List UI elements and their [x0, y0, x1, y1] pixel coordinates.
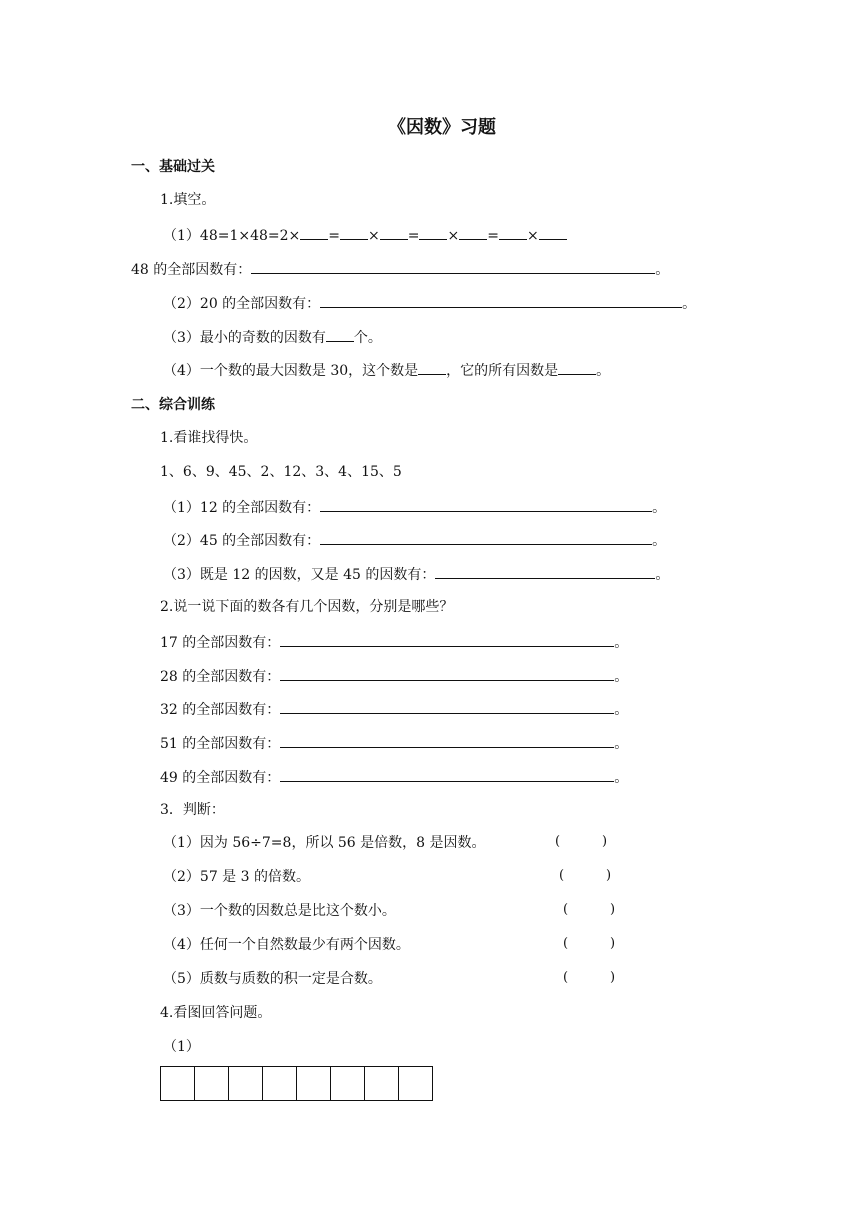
grid-cell [297, 1067, 331, 1100]
s2-number-list: 1、6、9、45、2、12、3、4、15、5 [160, 464, 402, 480]
s2-q2-item [160, 699, 628, 719]
answer-blank[interactable] [418, 360, 446, 375]
answer-blank[interactable] [320, 530, 652, 545]
period: 。 [614, 702, 629, 718]
grid-cell [263, 1067, 297, 1100]
times: × [368, 228, 380, 244]
s1-q1-2 [163, 293, 696, 313]
label-tail: 个。 [353, 330, 382, 346]
blank[interactable] [340, 225, 368, 240]
period: 。 [596, 363, 611, 379]
judge-paren-open[interactable]: ( [563, 936, 569, 951]
answer-blank[interactable] [435, 564, 655, 579]
s1-q1-title: 1.填空。 [160, 192, 216, 208]
period: 。 [652, 533, 667, 549]
grid-cell [399, 1067, 432, 1100]
answer-blank[interactable] [280, 699, 614, 714]
answer-blank[interactable] [320, 293, 682, 308]
label: 28 的全部因数有： [160, 669, 281, 685]
s2-q2-item [160, 733, 628, 753]
label: 51 的全部因数有： [160, 736, 281, 752]
label: （3）既是 12 的因数，又是 45 的因数有： [163, 567, 436, 583]
judge-paren-close: ) [606, 868, 612, 883]
s1-q1-1-line2 [131, 259, 669, 279]
label: 32 的全部因数有： [160, 702, 281, 718]
blank[interactable] [300, 225, 328, 240]
label: （3）最小的奇数的因数有 [163, 330, 326, 346]
answer-blank[interactable] [280, 767, 614, 782]
label: （1）12 的全部因数有： [163, 500, 321, 516]
judge-paren-open[interactable]: ( [563, 970, 569, 985]
s2-q4-title: 4.看图回答问题。 [160, 1005, 272, 1021]
s2-q2-item [160, 632, 628, 652]
judge-paren-open[interactable]: ( [559, 868, 565, 883]
eq: = [487, 228, 499, 244]
s1-q1-3 [163, 327, 382, 347]
answer-blank[interactable] [558, 360, 596, 375]
section-2-heading: 二、综合训练 [131, 397, 215, 413]
label: （2）20 的全部因数有： [163, 296, 321, 312]
judge-item: （1）因为 56÷7=8，所以 56 是倍数，8 是因数。 [163, 835, 486, 851]
label: 48 的全部因数有： [131, 262, 252, 278]
answer-blank[interactable] [320, 497, 652, 512]
judge-paren-close: ) [602, 834, 608, 849]
q1-1-prefix: （1）48=1×48=2× [163, 228, 301, 244]
s2-q4-sub: （1） [163, 1039, 200, 1055]
period: 。 [614, 635, 629, 651]
s2-q2-item [160, 666, 628, 686]
period: 。 [614, 736, 629, 752]
answer-blank[interactable] [280, 733, 614, 748]
label-mid: ，它的所有因数是 [446, 363, 559, 379]
label: 49 的全部因数有： [160, 770, 281, 786]
times: × [447, 228, 460, 244]
label: （2）45 的全部因数有： [163, 533, 321, 549]
blank[interactable] [539, 225, 567, 240]
s2-q1-title: 1.看谁找得快。 [160, 430, 258, 446]
period: 。 [652, 500, 667, 516]
grid-cell [331, 1067, 365, 1100]
label: 17 的全部因数有： [160, 635, 281, 651]
blank[interactable] [380, 225, 408, 240]
period: 。 [655, 262, 670, 278]
s2-q2-title: 2.说一说下面的数各有几个因数，分别是哪些？ [160, 599, 454, 615]
answer-blank[interactable] [326, 327, 354, 342]
s1-q1-1 [163, 225, 567, 245]
section-1-heading: 一、基础过关 [131, 159, 215, 175]
judge-item: （2）57 是 3 的倍数。 [163, 869, 310, 885]
eq: = [407, 228, 420, 244]
s2-q1-2 [163, 530, 666, 550]
answer-blank[interactable] [280, 666, 614, 681]
grid-cell [229, 1067, 263, 1100]
judge-paren-open[interactable]: ( [555, 834, 561, 849]
label: （4）一个数的最大因数是 30，这个数是 [163, 363, 419, 379]
period: 。 [655, 567, 670, 583]
period: 。 [682, 296, 697, 312]
blank[interactable] [459, 225, 487, 240]
judge-paren-close: ) [610, 936, 616, 951]
grid-cell [161, 1067, 195, 1100]
period: 。 [614, 770, 629, 786]
s2-q1-1 [163, 497, 666, 517]
answer-blank[interactable] [280, 632, 614, 647]
eq: = [328, 228, 341, 244]
period: 。 [614, 669, 629, 685]
s2-q1-3 [163, 564, 669, 584]
judge-item: （5）质数与质数的积一定是合数。 [163, 971, 382, 987]
answer-blank[interactable] [251, 259, 655, 274]
blank[interactable] [419, 225, 447, 240]
blank[interactable] [499, 225, 527, 240]
grid-cell [365, 1067, 399, 1100]
judge-paren-close: ) [610, 902, 616, 917]
judge-item: （4）任何一个自然数最少有两个因数。 [163, 937, 410, 953]
s2-q2-item [160, 767, 628, 787]
grid-cell [195, 1067, 229, 1100]
page-title: 《因数》习题 [388, 117, 496, 138]
square-grid [160, 1066, 433, 1101]
s2-q3-title: 3．判断： [160, 802, 225, 818]
s1-q1-4 [163, 360, 610, 380]
judge-item: （3）一个数的因数总是比这个数小。 [163, 903, 396, 919]
times: × [526, 228, 539, 244]
judge-paren-open[interactable]: ( [563, 902, 569, 917]
judge-paren-close: ) [610, 970, 616, 985]
